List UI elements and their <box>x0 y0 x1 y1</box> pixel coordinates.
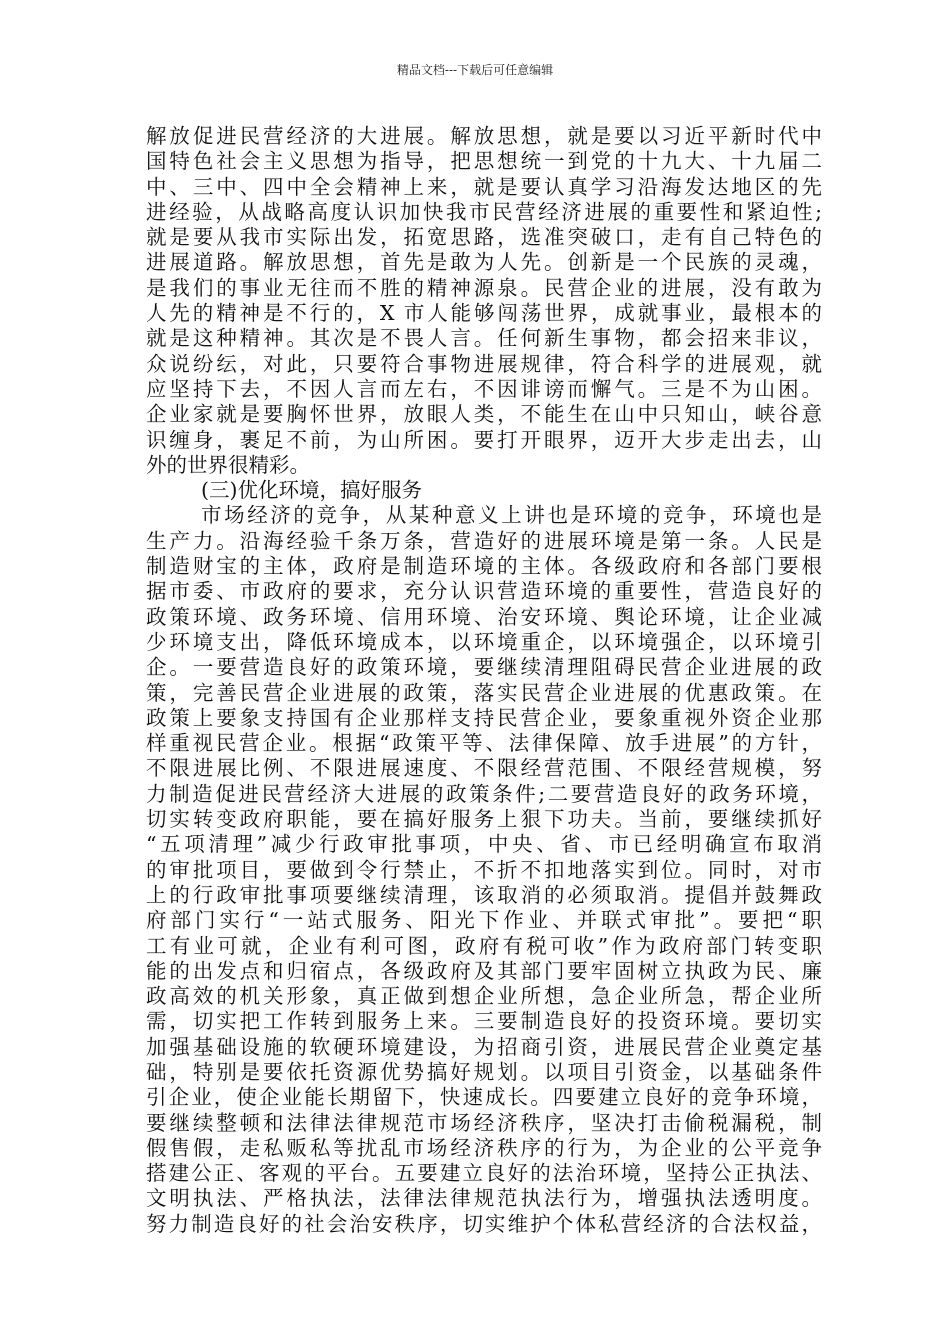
text-line: 努力制造良好的社会治安秩序，切实维护个体私营经济的合法权益， <box>146 1211 822 1236</box>
text-line: 需，切实把工作转到服务上来。三要制造良好的投资环境。要切实 <box>146 1009 822 1034</box>
text-line: 文明执法、严格执法，法律法律规范执法行为，增强执法透明度。 <box>146 1186 822 1211</box>
text-line: 切实转变政府职能，要在搞好服务上狠下功夫。当前，要继续抓好 <box>146 807 822 832</box>
text-line: 策，完善民营企业进展的政策，落实民营企业进展的优惠政策。在 <box>146 680 822 705</box>
text-line: 国特色社会主义思想为指导，把思想统一到党的十九大、十九届二 <box>146 149 822 174</box>
text-line: 外的世界很精彩。 <box>146 452 310 477</box>
text-line: 是我们的事业无往而不胜的精神源泉。民营企业的进展，没有敢为 <box>146 275 822 300</box>
page-header: 精品文档---下载后可任意编辑 <box>396 63 554 77</box>
text-line: 府部门实行“一站式服务、阳光下作业、并联式审批”。要把“职 <box>146 908 822 933</box>
text-line: 要继续整顿和法律法律规范市场经济秩序，坚决打击偷税漏税，制 <box>146 1110 822 1135</box>
text-line: 政策上要象支持国有企业那样支持民营企业，要象重视外资企业那 <box>146 705 822 730</box>
text-line: 识缠身，裹足不前，为山所困。要打开眼界，迈开大步走出去，山 <box>146 427 822 452</box>
text-line: 工有业可就，企业有利可图，政府有税可收”作为政府部门转变职 <box>146 933 822 958</box>
text-line: 引企业，使企业能长期留下，快速成长。四要建立良好的竞争环境， <box>146 1085 822 1110</box>
text-line: 搭建公正、客观的平台。五要建立良好的法治环境，坚持公正执法、 <box>146 1161 822 1186</box>
text-line: 不限进展比例、不限进展速度、不限经营范围、不限经营规模，努 <box>146 756 822 781</box>
text-line: “五项清理”减少行政审批事项，中央、省、市已经明确宣布取消 <box>146 832 822 857</box>
document-body <box>146 124 822 1237</box>
text-line: 应坚持下去，不因人言而左右，不因诽谤而懈气。三是不为山困。 <box>146 376 822 401</box>
text-line: 就是这种精神。其次是不畏人言。任何新生事物，都会招来非议， <box>146 326 822 351</box>
text-line: 中、三中、四中全会精神上来，就是要认真学习沿海发达地区的先 <box>146 174 822 199</box>
text-line: 进展道路。解放思想，首先是敢为人先。创新是一个民族的灵魂， <box>146 250 822 275</box>
text-line: 础，特别是要依托资源优势搞好规划。以项目引资金，以基础条件 <box>146 1059 822 1084</box>
text-line: 就是要从我市实际出发，拓宽思路，选准突破口，走有自己特色的 <box>146 225 822 250</box>
section-heading: (三)优化环境，搞好服务 <box>201 478 422 503</box>
text-line: 众说纷纭，对此，只要符合事物进展规律，符合科学的进展观，就 <box>146 351 822 376</box>
text-line: 政高效的机关形象，真正做到想企业所想，急企业所急，帮企业所 <box>146 984 822 1009</box>
text-line: 加强基础设施的软硬环境建设，为招商引资，进展民营企业奠定基 <box>146 1034 822 1059</box>
text-line: 假售假，走私贩私等扰乱市场经济秩序的行为，为企业的公平竞争 <box>146 1135 822 1160</box>
text-line: 企业家就是要胸怀世界，放眼人类，不能生在山中只知山，峡谷意 <box>146 402 822 427</box>
text-line: 样重视民营企业。根据“政策平等、法律保障、放手进展”的方针， <box>146 731 822 756</box>
text-line: 人先的精神是不行的，X 市人能够闯荡世界，成就事业，最根本的 <box>146 301 822 326</box>
text-line: 力制造促进民营经济大进展的政策条件;二要营造良好的政务环境， <box>146 781 822 806</box>
text-line: 的审批项目，要做到令行禁止，不折不扣地落实到位。同时，对市 <box>146 857 822 882</box>
text-line: 企。一要营造良好的政策环境，要继续清理阻碍民营企业进展的政 <box>146 655 822 680</box>
text-line: 解放促进民营经济的大进展。解放思想，就是要以习近平新时代中 <box>146 124 822 148</box>
text-line: 制造财宝的主体，政府是制造环境的主体。各级政府和各部门要根 <box>146 554 822 579</box>
text-line: 上的行政审批事项要继续清理，该取消的必须取消。提倡并鼓舞政 <box>146 882 822 907</box>
text-line: 生产力。沿海经验千条万条，营造好的进展环境是第一条。人民是 <box>146 528 822 553</box>
text-line: 少环境支出，降低环境成本，以环境重企，以环境强企，以环境引 <box>146 629 822 654</box>
text-line: 能的出发点和归宿点，各级政府及其部门要牢固树立执政为民、廉 <box>146 958 822 983</box>
text-line: 政策环境、政务环境、信用环境、治安环境、舆论环境，让企业减 <box>146 604 822 629</box>
text-line: 据市委、市政府的要求，充分认识营造环境的重要性，营造良好的 <box>146 579 822 604</box>
text-line: 进经验，从战略高度认识加快我市民营经济进展的重要性和紧迫性; <box>146 199 822 224</box>
text-line: 市场经济的竞争，从某种意义上讲也是环境的竞争，环境也是 <box>201 503 822 528</box>
